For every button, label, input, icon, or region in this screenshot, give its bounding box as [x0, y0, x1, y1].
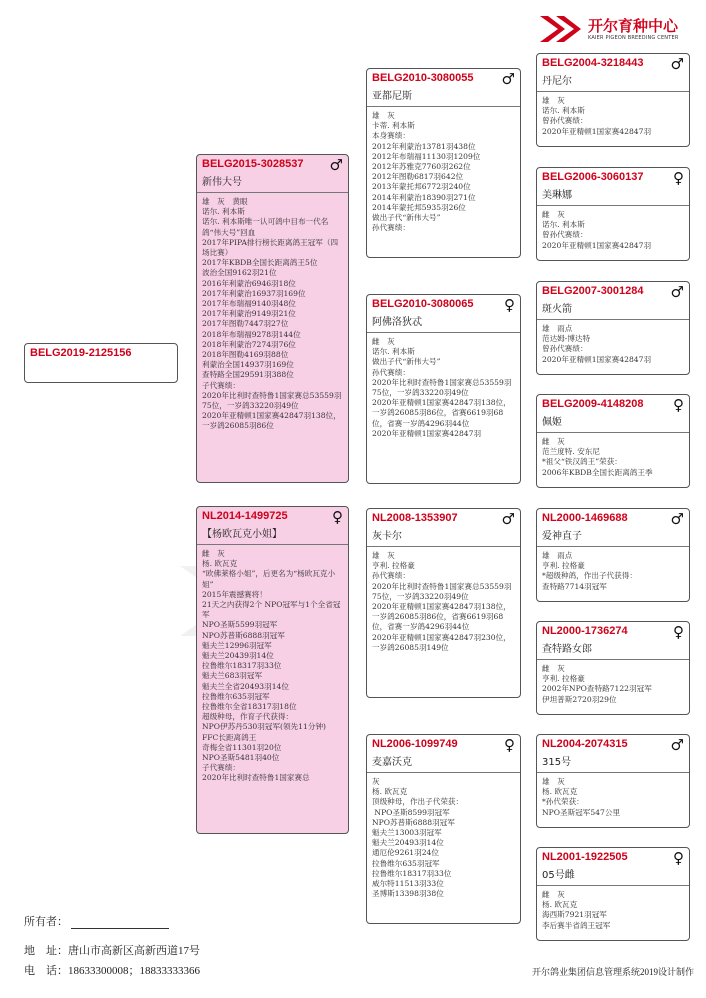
pigeon-name: 阿佛洛狄忒 [372, 317, 422, 328]
pigeon-name: 查特路女郎 [542, 644, 592, 655]
sire-name: 新伟大号 [202, 177, 242, 188]
great-grandparent-card-2[interactable] [536, 167, 690, 261]
male-icon: ♂ [670, 283, 684, 301]
dam-card[interactable] [196, 506, 349, 834]
female-icon: ♀ [673, 623, 684, 641]
owner-label: 所有者： [24, 916, 68, 928]
ring-number: NL2006-1099749 [372, 738, 458, 750]
brand-name: 开尔育种中心 [588, 18, 679, 35]
dam-ring-number: NL2014-1499725 [202, 510, 288, 522]
female-icon: ♀ [673, 169, 684, 187]
pigeon-name: 亚都尼斯 [372, 91, 412, 102]
dam-name: 【杨欧瓦克小姐】 [202, 529, 282, 540]
dam-details: 雌 灰 杨. 欧瓦克 “欧佛莱格小姐”，后更名为“杨欧瓦克小姐” 2015年震撼赛将！ 21天之内获得2个 NPO冠军与1个全省冠军 NPO圣斯5599羽冠军 NPO苏普斯6888羽冠军 魁夫兰12996羽冠军 魁夫兰20439羽14位 拉鲁维尔18317羽33位 魁夫兰683羽冠军 魁夫兰全省20493羽14位 拉鲁维尔635羽冠军 拉鲁维尔全省18317羽18位 超级种母，作育子代获得： NPO伊苏丹530羽冠军(领先11分钟) FFC长距离鸽王 奇梅全省11301羽20位 NPO圣斯5481羽40位 子代赛绩： 2020年比利时查特鲁1国家赛总 [202, 549, 341, 783]
female-icon: ♀ [504, 296, 515, 314]
pigeon-details: 雄 雨点 范达姆-博达特 曾孙代赛绩： 2020年亚精顿1国家赛42847羽 [542, 324, 652, 364]
great-grandparent-card-7[interactable] [536, 734, 690, 828]
pigeon-details: 雌 灰 诺尔. 利本斯 做出子代“新伟大号” 孙代赛绩： 2020年比利时查特鲁1国家赛总53559羽75位，一岁鸽33220羽49位 2020年亚精顿1国家赛42847羽138位，一岁鸽26085羽86位，省赛6619羽68位，省赛一岁鸽4296羽44位 2020年亚精顿1国家赛42847羽 [372, 337, 512, 438]
pigeon-details: 灰 杨. 欧瓦克 顶级种母，作出子代荣获： NPO圣斯8599羽冠军 NPO苏普斯6888羽冠军 魁夫兰13003羽冠军 魁夫兰20493羽14位 通厄伦9261羽24位 拉鲁维尔635羽冠军 拉鲁维尔18317羽33位 威尔特11513羽33位 圣博斯13398羽38位 [372, 777, 464, 899]
phone-line: 电 话：18633300008；18833333366 [24, 965, 200, 977]
pigeon-details: 雄 灰 卡蒂. 利本斯 本身赛绩： 2012年利蒙治13781羽438位 2012年布瑞福11130羽1209位 2012年苏雅克7760羽262位 2012年图勒6817羽642位 2013年蒙托邦6772羽240位 2014年利蒙治18390羽271位 2014年蒙托邦5935羽26位 做出子代“新伟大号” 孙代赛绩： [372, 111, 481, 233]
great-grandparent-card-3[interactable] [536, 281, 690, 375]
pigeon-details: 雄 灰 亨利. 拉格豪 孙代赛绩： 2020年比利时查特鲁1国家赛总53559羽75位，一岁鸽33220羽49位 2020年亚精顿1国家赛42847羽138位，一岁鸽26085羽86位，省赛6619羽68位，省赛一岁鸽4296羽44位 2020年亚精顿1国家赛42847羽230位，一岁鸽26085羽149位 [372, 551, 512, 652]
male-icon: ♂ [670, 510, 684, 528]
pigeon-details: 雄 灰 杨. 欧瓦克 *孙代荣获： NPO圣斯冠军547公里 [542, 777, 621, 817]
great-grandparent-card-5[interactable] [536, 508, 690, 602]
subject-pigeon-card[interactable] [24, 343, 178, 383]
dam-dam-card[interactable] [366, 734, 521, 924]
pigeon-name: 佩姬 [542, 417, 562, 428]
ring-number: BELG2010-3080055 [372, 72, 474, 84]
female-icon: ♀ [332, 508, 343, 526]
brand-name-en: KAIER PIGEON BREEDING CENTER [588, 35, 679, 41]
male-icon: ♂ [501, 70, 515, 88]
ring-number: BELG2004-3218443 [542, 57, 644, 69]
pigeon-name: 美琳娜 [542, 190, 572, 201]
pigeon-name: 05号雌 [542, 870, 575, 881]
pigeon-details: 雄 雨点 亨利. 拉格豪 *超级种鸽，作出子代获得： 查特路7714羽冠军 [542, 551, 637, 591]
sire-dam-card[interactable] [366, 294, 521, 484]
sire-ring-number: BELG2015-3028537 [202, 158, 304, 170]
pigeon-name: 丹尼尔 [542, 76, 572, 87]
female-icon: ♀ [673, 396, 684, 414]
pigeon-details: 雌 灰 亨利. 拉格豪 2002年NPO查特路7122羽冠军 伊坦普斯2720羽29位 [542, 664, 652, 704]
great-grandparent-card-6[interactable] [536, 621, 690, 715]
ring-number: NL2004-2074315 [542, 738, 628, 750]
male-icon: ♂ [670, 55, 684, 73]
address-line: 地 址：唐山市高新区高新西道17号 [24, 945, 200, 957]
ring-number: BELG2006-3060137 [542, 171, 644, 183]
pigeon-name: 315号 [542, 757, 572, 768]
male-icon: ♂ [329, 156, 343, 174]
pigeon-details: 雌 灰 杨. 欧瓦克 海西斯7921羽冠军 李后赛半省鸽王冠军 [542, 890, 611, 930]
great-grandparent-card-4[interactable] [536, 394, 690, 488]
female-icon: ♀ [504, 736, 515, 754]
ring-number: BELG2007-3001284 [542, 285, 644, 297]
credit-line: 开尔鸽业集团信息管理系统2019设计制作 [531, 967, 694, 977]
pigeon-name: 灰卡尔 [372, 531, 402, 542]
ring-number: NL2000-1736274 [542, 625, 628, 637]
sire-sire-card[interactable] [366, 68, 521, 258]
brand-logo [538, 14, 698, 48]
ring-number: NL2008-1353907 [372, 512, 458, 524]
male-icon: ♂ [501, 510, 515, 528]
pigeon-details: 雌 灰 诺尔. 利本斯 曾孙代赛绩： 2020年亚精顿1国家赛42847羽 [542, 210, 652, 250]
female-icon: ♀ [673, 849, 684, 867]
great-grandparent-card-8[interactable] [536, 847, 690, 941]
male-icon: ♂ [670, 736, 684, 754]
pigeon-name: 麦嘉沃克 [372, 757, 412, 768]
subject-ring-number: BELG2019-2125156 [30, 347, 132, 359]
ring-number: NL2001-1922505 [542, 851, 628, 863]
owner-underline [71, 928, 169, 929]
sire-details: 雄 灰 黄眼 诺尔. 利本斯 诺尔. 利本斯唯一认可鸽中目布一代名鸽“伟大号”回血 2017年PIPA排行榜长距离鸽王冠军（四场比赛） 2017年KBDB全国长距离鸽王5位 波治全国9162羽21位 2016年利蒙治6946羽18位 2017年利蒙治16937羽169位 2017年布瑞福9140羽48位 2017年利蒙治9149羽21位 2017年图勒7447羽27位 2018年布瑞福9278羽144位 2018年利蒙治7274羽76位 2018年图勒4169羽88位 利蒙治全国14937羽169位 查特路全国29591羽388位 子代赛绩： 2020年比利时查特鲁1国家赛总53559羽75位，一岁鸽33220羽49位 2020年亚精顿1国家赛42847羽138位，一岁鸽26085羽86位 [202, 197, 342, 431]
owner-field [24, 913, 169, 929]
ring-number: BELG2009-4148208 [542, 398, 644, 410]
dam-sire-card[interactable] [366, 508, 521, 698]
pigeon-name: 斑火箭 [542, 304, 572, 315]
pigeon-details: 雌 灰 范兰度特. 安东尼 *祖父“铁汉鸽王”荣获： 2006年KBDB全国长距离鸽王季 [542, 437, 653, 477]
ring-number: BELG2010-3080065 [372, 298, 474, 310]
pigeon-name: 爱神直子 [542, 531, 582, 542]
kaier-logo-icon [538, 14, 582, 44]
ring-number: NL2000-1469688 [542, 512, 628, 524]
sire-card[interactable] [196, 154, 349, 483]
great-grandparent-card-1[interactable] [536, 53, 690, 147]
pigeon-details: 雄 灰 诺尔. 利本斯 曾孙代赛绩： 2020年亚精顿1国家赛42847羽 [542, 96, 652, 136]
